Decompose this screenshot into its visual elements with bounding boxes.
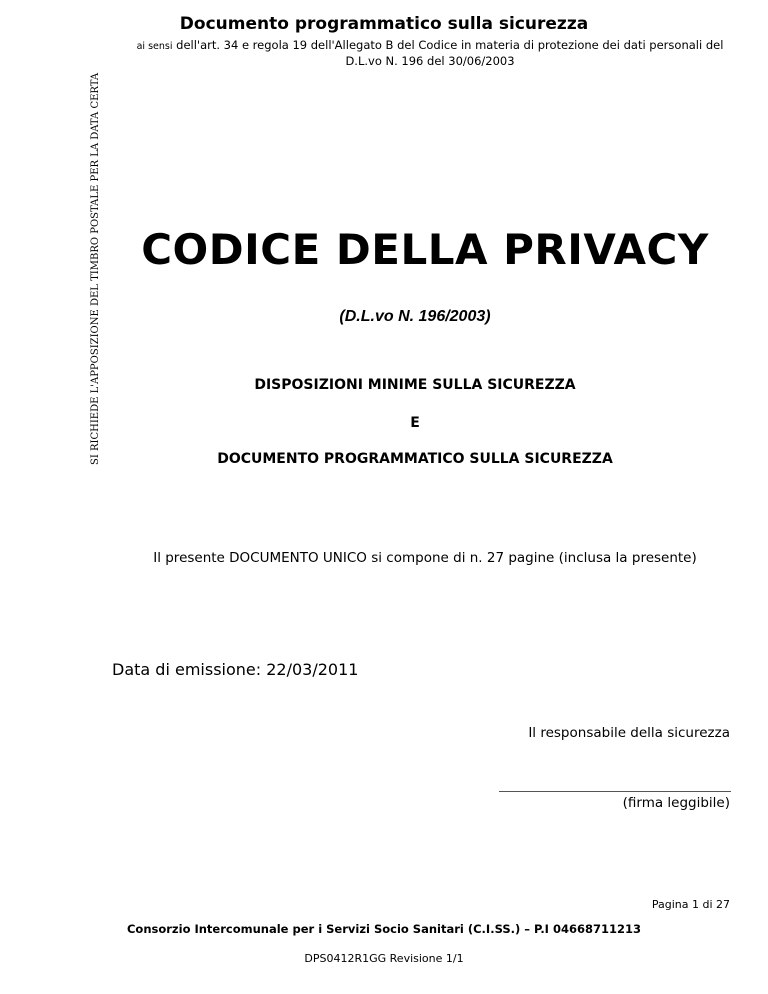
vertical-side-note: SI RICHIEDE L'APPOSIZIONE DEL TIMBRO POSTALE PER LA DATA CERTA <box>90 72 101 465</box>
document-pages-note: Il presente DOCUMENTO UNICO si compone di n. 27 pagine (inclusa la presente) <box>153 550 697 566</box>
heading-disposizioni: DISPOSIZIONI MINIME SULLA SICUREZZA <box>254 377 576 393</box>
document-header-title: Documento programmatico sulla sicurezza <box>179 14 589 34</box>
signature-line <box>499 791 731 792</box>
signature-role: Il responsabile della sicurezza <box>528 725 730 741</box>
main-title: CODICE DELLA PRIVACY <box>141 225 709 274</box>
page-number: Pagina 1 di 27 <box>651 898 730 911</box>
subtitle-prefix: ai sensi <box>136 41 173 52</box>
subtitle-line-1: dell'art. 34 e regola 19 dell'Allegato B del Codice in materia di protezione dei dati personali del <box>176 38 724 52</box>
signature-caption: (firma leggibile) <box>622 795 730 811</box>
subtitle-line-2: D.L.vo N. 196 del 30/06/2003 <box>345 54 515 68</box>
footer-organization: Consorzio Intercomunale per i Servizi Socio Sanitari (C.I.SS.) – P.I 04668711213 <box>126 922 641 936</box>
footer-document-code: DPS0412R1GG Revisione 1/1 <box>304 952 464 965</box>
law-reference: (D.L.vo N. 196/2003) <box>339 308 491 325</box>
emission-date: Data di emissione: 22/03/2011 <box>112 660 359 679</box>
document-header-subtitle <box>120 38 740 69</box>
heading-conjunction: E <box>410 415 420 431</box>
heading-documento: DOCUMENTO PROGRAMMATICO SULLA SICUREZZA <box>217 451 613 467</box>
